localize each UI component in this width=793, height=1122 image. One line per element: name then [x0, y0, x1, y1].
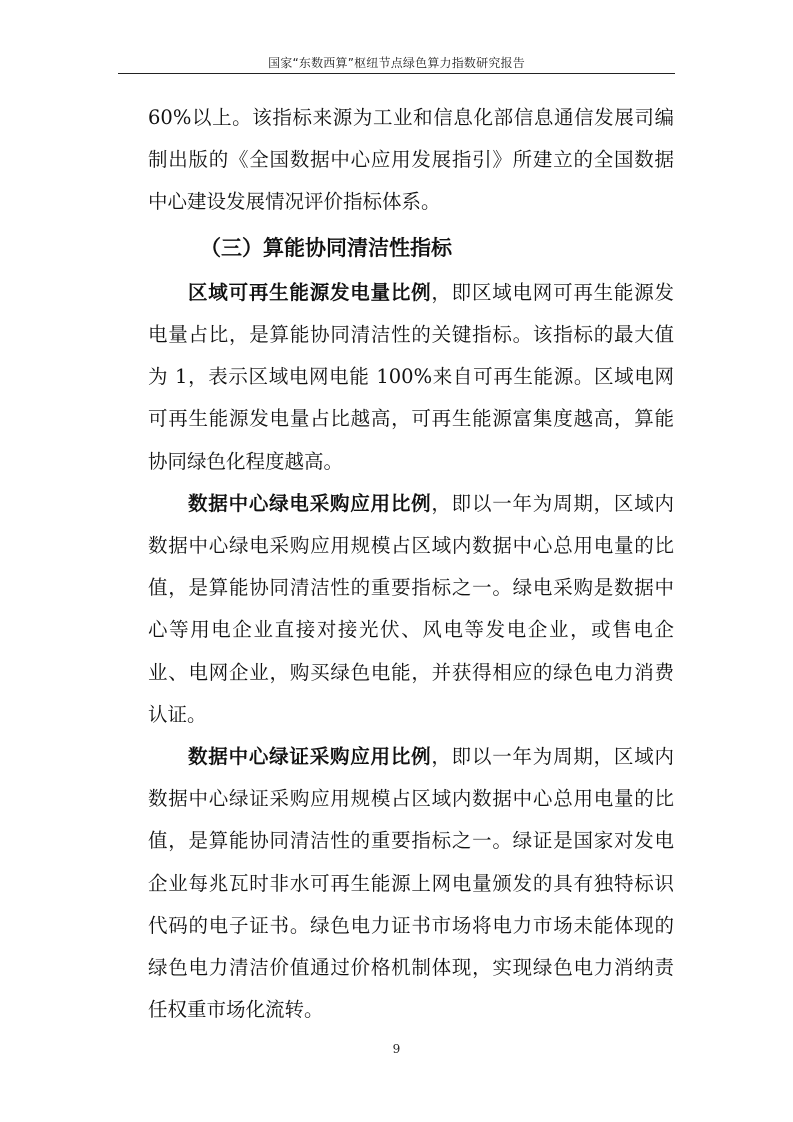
paragraph-renewable-ratio: [148, 272, 674, 483]
body-text: [148, 97, 674, 1031]
paragraph-text: ，即以一年为周期，区域内数据中心绿电采购应用规模占区域内数据中心总用电量的比值，是算能协同清洁性的重要指标之一。绿电采购是数据中心等用电企业直接对接光伏、风电等发电企业，或售电企业、电网企业，购买绿色电能，并获得相应的绿色电力消费认证。: [148, 491, 674, 726]
intro-paragraph: 60%以上。该指标来源为工业和信息化部信息通信发展司编制出版的《全国数据中心应用发展指引》所建立的全国数据中心建设发展情况评价指标体系。: [148, 106, 674, 214]
paragraph-lead: 区域可再生能源发电量比例: [188, 280, 432, 304]
section-heading: （三）算能协同清洁性指标: [200, 235, 452, 260]
paragraph-text: ，即以一年为周期，区域内数据中心绿证采购应用规模占区域内数据中心总用电量的比值，是算能协同清洁性的重要指标之一。绿证是国家对发电企业每兆瓦时非水可再生能源上网电量颁发的具有独特标识代码的电子证书。绿色电力证书市场将电力市场未能体现的绿色电力清洁价值通过价格机制体现，实现绿色电力消纳责任权重市场化流转。: [148, 745, 674, 1022]
paragraph-green-power-purchase: [148, 483, 674, 736]
header-rule: [118, 73, 675, 74]
paragraph-lead: 数据中心绿证采购应用比例: [188, 745, 432, 769]
paragraph-green-certificate-purchase: [148, 736, 674, 1031]
paragraph-lead: 数据中心绿电采购应用比例: [188, 491, 432, 515]
paragraph-text: ，即区域电网可再生能源发电量占比，是算能协同清洁性的关键指标。该指标的最大值为 1，表示区域电网电能 100%来自可再生能源。区域电网可再生能源发电量占比越高，可再生能源富集度越高，算能协同绿色化程度越高。: [148, 280, 674, 473]
page-number: 9: [392, 1042, 401, 1056]
running-header: 国家“东数西算”枢纽节点绿色算力指数研究报告: [268, 56, 525, 70]
